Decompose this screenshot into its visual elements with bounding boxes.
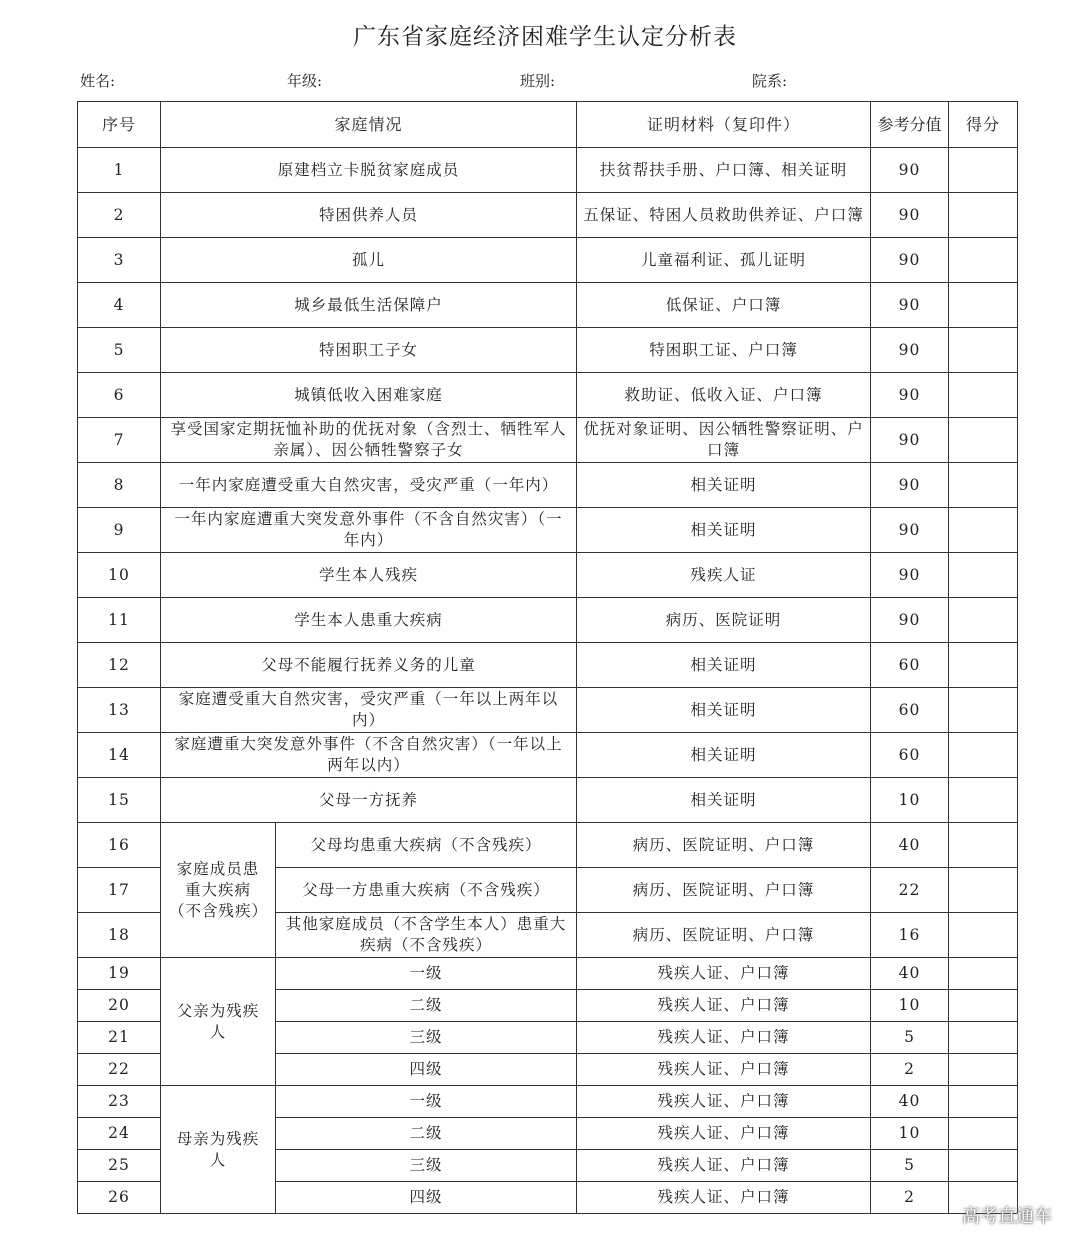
- group-label: 母亲为残疾人: [161, 1086, 276, 1214]
- got-score-input[interactable]: [949, 1150, 1018, 1182]
- proof-cell: 相关证明: [577, 643, 871, 688]
- table-row: [78, 823, 1018, 868]
- table-row: [78, 283, 1018, 328]
- proof-cell: 儿童福利证、孤儿证明: [577, 238, 871, 283]
- proof-cell: 残疾人证、户口簿: [577, 1150, 871, 1182]
- score-cell: 40: [871, 823, 949, 868]
- row-number: 24: [78, 1118, 161, 1150]
- situation-cell: 原建档立卡脱贫家庭成员: [161, 148, 577, 193]
- proof-cell: 病历、医院证明、户口簿: [577, 868, 871, 913]
- score-cell: 2: [871, 1054, 949, 1086]
- assessment-table: [77, 101, 1018, 1214]
- page-title: 广东省家庭经济困难学生认定分析表: [353, 24, 737, 50]
- row-number: 5: [78, 328, 161, 373]
- score-cell: 60: [871, 733, 949, 778]
- proof-cell: 病历、医院证明、户口簿: [577, 823, 871, 868]
- situation-cell: 一年内家庭遭受重大自然灾害，受灾严重（一年内）: [161, 463, 577, 508]
- proof-cell: 相关证明: [577, 733, 871, 778]
- row-number: 12: [78, 643, 161, 688]
- proof-cell: 低保证、户口簿: [577, 283, 871, 328]
- row-number: 25: [78, 1150, 161, 1182]
- situation-cell: 四级: [276, 1054, 577, 1086]
- got-score-input[interactable]: [949, 913, 1018, 958]
- proof-cell: 相关证明: [577, 463, 871, 508]
- grade-field-label: 年级:: [287, 72, 323, 90]
- situation-cell: 家庭遭重大突发意外事件（不含自然灾害）（一年以上两年以内）: [161, 733, 577, 778]
- situation-cell: 父母一方患重大疾病（不含残疾）: [276, 868, 577, 913]
- row-number: 20: [78, 990, 161, 1022]
- row-number: 7: [78, 418, 161, 463]
- got-score-input[interactable]: [949, 328, 1018, 373]
- header-proof: 证明材料（复印件）: [577, 102, 871, 148]
- score-cell: 2: [871, 1182, 949, 1214]
- situation-cell: 其他家庭成员（不含学生本人）患重大疾病（不含残疾）: [276, 913, 577, 958]
- situation-cell: 一年内家庭遭重大突发意外事件（不含自然灾害）（一年内）: [161, 508, 577, 553]
- score-cell: 10: [871, 778, 949, 823]
- got-score-input[interactable]: [949, 823, 1018, 868]
- proof-cell: 残疾人证、户口簿: [577, 990, 871, 1022]
- table-row: [78, 778, 1018, 823]
- proof-cell: 相关证明: [577, 778, 871, 823]
- got-score-input[interactable]: [949, 508, 1018, 553]
- proof-cell: 残疾人证、户口簿: [577, 1022, 871, 1054]
- situation-cell: 特困供养人员: [161, 193, 577, 238]
- name-field-label: 姓名:: [80, 72, 116, 90]
- got-score-input[interactable]: [949, 463, 1018, 508]
- score-cell: 90: [871, 193, 949, 238]
- class-field-label: 班别:: [520, 72, 556, 90]
- group-label: 父亲为残疾人: [161, 958, 276, 1086]
- situation-cell: 父母一方抚养: [161, 778, 577, 823]
- table-row: [78, 733, 1018, 778]
- situation-cell: 一级: [276, 1086, 577, 1118]
- table-row: [78, 958, 1018, 990]
- header-got: 得分: [949, 102, 1018, 148]
- got-score-input[interactable]: [949, 1086, 1018, 1118]
- got-score-input[interactable]: [949, 553, 1018, 598]
- row-number: 16: [78, 823, 161, 868]
- got-score-input[interactable]: [949, 418, 1018, 463]
- proof-cell: 扶贫帮扶手册、户口簿、相关证明: [577, 148, 871, 193]
- situation-cell: 特困职工子女: [161, 328, 577, 373]
- got-score-input[interactable]: [949, 958, 1018, 990]
- situation-cell: 三级: [276, 1022, 577, 1054]
- got-score-input[interactable]: [949, 598, 1018, 643]
- got-score-input[interactable]: [949, 373, 1018, 418]
- table-row: [78, 688, 1018, 733]
- situation-cell: 四级: [276, 1182, 577, 1214]
- got-score-input[interactable]: [949, 148, 1018, 193]
- got-score-input[interactable]: [949, 688, 1018, 733]
- proof-cell: 残疾人证、户口簿: [577, 1054, 871, 1086]
- table-row: [78, 373, 1018, 418]
- table-row: [78, 418, 1018, 463]
- got-score-input[interactable]: [949, 1054, 1018, 1086]
- situation-cell: 家庭遭受重大自然灾害，受灾严重（一年以上两年以内）: [161, 688, 577, 733]
- situation-cell: 父母不能履行抚养义务的儿童: [161, 643, 577, 688]
- got-score-input[interactable]: [949, 643, 1018, 688]
- row-number: 10: [78, 553, 161, 598]
- got-score-input[interactable]: [949, 868, 1018, 913]
- proof-cell: 残疾人证、户口簿: [577, 1086, 871, 1118]
- situation-cell: 学生本人残疾: [161, 553, 577, 598]
- proof-cell: 优抚对象证明、因公牺牲警察证明、户口簿: [577, 418, 871, 463]
- row-number: 17: [78, 868, 161, 913]
- situation-cell: 二级: [276, 990, 577, 1022]
- score-cell: 90: [871, 328, 949, 373]
- score-cell: 90: [871, 283, 949, 328]
- table-row: [78, 193, 1018, 238]
- score-cell: 90: [871, 553, 949, 598]
- table-row: [78, 508, 1018, 553]
- got-score-input[interactable]: [949, 733, 1018, 778]
- got-score-input[interactable]: [949, 1022, 1018, 1054]
- situation-cell: 学生本人患重大疾病: [161, 598, 577, 643]
- row-number: 4: [78, 283, 161, 328]
- header-situation: 家庭情况: [161, 102, 577, 148]
- row-number: 22: [78, 1054, 161, 1086]
- score-cell: 22: [871, 868, 949, 913]
- situation-cell: 二级: [276, 1118, 577, 1150]
- table-row: [78, 463, 1018, 508]
- score-cell: 5: [871, 1150, 949, 1182]
- proof-cell: 残疾人证、户口簿: [577, 1118, 871, 1150]
- proof-cell: 病历、医院证明: [577, 598, 871, 643]
- header-no: 序号: [78, 102, 161, 148]
- score-cell: 90: [871, 598, 949, 643]
- score-cell: 10: [871, 990, 949, 1022]
- row-number: 23: [78, 1086, 161, 1118]
- got-score-input[interactable]: [949, 778, 1018, 823]
- score-cell: 90: [871, 508, 949, 553]
- proof-cell: 救助证、低收入证、户口簿: [577, 373, 871, 418]
- proof-cell: 特困职工证、户口簿: [577, 328, 871, 373]
- proof-cell: 五保证、特困人员救助供养证、户口簿: [577, 193, 871, 238]
- score-cell: 10: [871, 1118, 949, 1150]
- score-cell: 90: [871, 238, 949, 283]
- score-cell: 90: [871, 148, 949, 193]
- proof-cell: 相关证明: [577, 508, 871, 553]
- table-row: [78, 148, 1018, 193]
- table-row: [78, 328, 1018, 373]
- score-cell: 5: [871, 1022, 949, 1054]
- score-cell: 90: [871, 373, 949, 418]
- got-score-input[interactable]: [949, 1118, 1018, 1150]
- watermark: 高考直通车: [962, 1206, 1052, 1227]
- row-number: 11: [78, 598, 161, 643]
- table-row: [78, 1086, 1018, 1118]
- table-row: [78, 643, 1018, 688]
- situation-cell: 享受国家定期抚恤补助的优抚对象（含烈士、牺牲军人亲属）、因公牺牲警察子女: [161, 418, 577, 463]
- row-number: 15: [78, 778, 161, 823]
- table-row: [78, 238, 1018, 283]
- situation-cell: 父母均患重大疾病（不含残疾）: [276, 823, 577, 868]
- proof-cell: 病历、医院证明、户口簿: [577, 913, 871, 958]
- score-cell: 90: [871, 418, 949, 463]
- situation-cell: 城镇低收入困难家庭: [161, 373, 577, 418]
- table-row: [78, 598, 1018, 643]
- score-cell: 40: [871, 1086, 949, 1118]
- group-label: 家庭成员患重大疾病（不含残疾）: [161, 823, 276, 958]
- situation-cell: 孤儿: [161, 238, 577, 283]
- got-score-input[interactable]: [949, 283, 1018, 328]
- row-number: 1: [78, 148, 161, 193]
- row-number: 18: [78, 913, 161, 958]
- row-number: 9: [78, 508, 161, 553]
- table-header-row: [78, 102, 1018, 148]
- got-score-input[interactable]: [949, 193, 1018, 238]
- proof-cell: 残疾人证、户口簿: [577, 1182, 871, 1214]
- proof-cell: 残疾人证: [577, 553, 871, 598]
- situation-cell: 一级: [276, 958, 577, 990]
- department-field-label: 院系:: [752, 72, 788, 90]
- got-score-input[interactable]: [949, 238, 1018, 283]
- row-number: 14: [78, 733, 161, 778]
- row-number: 13: [78, 688, 161, 733]
- score-cell: 40: [871, 958, 949, 990]
- score-cell: 60: [871, 643, 949, 688]
- row-number: 6: [78, 373, 161, 418]
- row-number: 8: [78, 463, 161, 508]
- row-number: 2: [78, 193, 161, 238]
- situation-cell: 三级: [276, 1150, 577, 1182]
- header-score: 参考分值: [871, 102, 949, 148]
- row-number: 26: [78, 1182, 161, 1214]
- row-number: 19: [78, 958, 161, 990]
- table-row: [78, 553, 1018, 598]
- proof-cell: 残疾人证、户口簿: [577, 958, 871, 990]
- row-number: 21: [78, 1022, 161, 1054]
- got-score-input[interactable]: [949, 990, 1018, 1022]
- proof-cell: 相关证明: [577, 688, 871, 733]
- situation-cell: 城乡最低生活保障户: [161, 283, 577, 328]
- score-cell: 90: [871, 463, 949, 508]
- score-cell: 16: [871, 913, 949, 958]
- score-cell: 60: [871, 688, 949, 733]
- row-number: 3: [78, 238, 161, 283]
